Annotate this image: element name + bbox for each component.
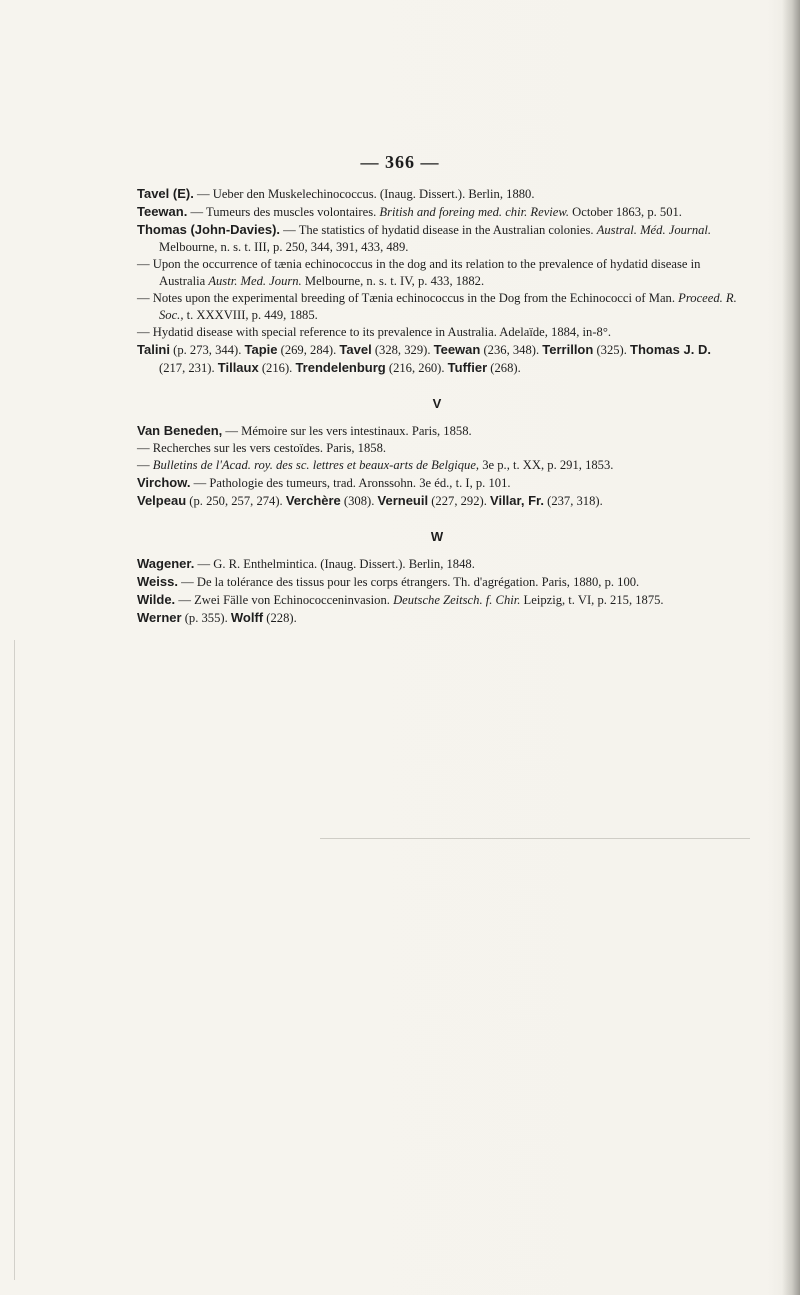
page-refs: (227, 292). xyxy=(428,494,491,508)
entry-text: — Upon the occurrence of tænia echinococcus in the dog and its relation to the prevalence of hydatid disease in Australia xyxy=(137,257,701,288)
section-t xyxy=(137,185,737,377)
page-refs: (325). xyxy=(593,343,631,357)
author-name: Tavel xyxy=(339,342,372,357)
entry-text: — Tumeurs des muscles volontaires. xyxy=(187,205,380,219)
bibliography-entry xyxy=(137,555,737,573)
author-name: Velpeau xyxy=(137,493,187,508)
bibliography xyxy=(137,185,737,627)
bibliography-entry xyxy=(137,573,737,591)
author-name: Verchère xyxy=(285,493,341,508)
author-name: Tavel (E). xyxy=(137,186,194,201)
page-refs: (268). xyxy=(487,361,521,375)
author-name: Teewan. xyxy=(137,204,188,219)
author-name: Werner xyxy=(137,610,182,625)
author-name: Weiss. xyxy=(137,574,178,589)
author-name: Virchow. xyxy=(137,475,191,490)
entry-text: — G. R. Enthelmintica. (Inaug. Dissert.). Berlin, 1848. xyxy=(194,557,475,571)
journal-title: Deutsche Zeitsch. f. Chir. xyxy=(393,593,521,607)
entry-text: (p. 355). xyxy=(181,611,231,625)
entry-text: — Zwei Fälle von Echinococceninvasion. xyxy=(175,593,394,607)
page-refs: (236, 348). xyxy=(480,343,543,357)
entry-text: — Ueber den Muskelechinococcus. (Inaug. Dissert.). Berlin, 1880. xyxy=(193,187,535,201)
author-name: Thomas J. D. xyxy=(630,342,711,357)
author-name: Villar, Fr. xyxy=(490,493,544,508)
bibliography-entry xyxy=(137,440,737,457)
entry-text: — Pathologie des tumeurs, trad. Aronssohn. 3e éd., t. I, p. 101. xyxy=(190,476,511,490)
entry-text: — Hydatid disease with special reference to its prevalence in Australia. Adelaïde, 1884, in-8°. xyxy=(137,325,611,339)
bibliography-entry xyxy=(137,290,737,324)
bibliography-entry xyxy=(137,591,737,609)
entry-text: (p. 250, 257, 274). xyxy=(186,494,286,508)
entry-text: — The statistics of hydatid disease in the Australian colonies. xyxy=(280,223,597,237)
bibliography-entry xyxy=(137,474,737,492)
section-v xyxy=(137,422,737,510)
entry-details: 3e p., t. XX, p. 291, 1853. xyxy=(479,458,614,472)
entry-text: — Notes upon the experimental breeding of Tænia echinococcus in the Dog from the Echinococci of Man. xyxy=(137,291,679,305)
author-name: Verneuil xyxy=(377,493,429,508)
entry-details: t. XXXVIII, p. 449, 1885. xyxy=(183,308,318,322)
bibliography-entry xyxy=(137,324,737,341)
journal-title: Austr. Med. Journ. xyxy=(208,274,302,288)
author-name: Terrillon xyxy=(542,342,594,357)
journal-title: Bulletins de l'Acad. roy. des sc. lettres et beaux-arts de Belgique, xyxy=(152,458,480,472)
section-letter-w: W xyxy=(430,529,444,544)
page-edge-shadow xyxy=(782,0,800,1295)
entry-details: October 1863, p. 501. xyxy=(568,205,682,219)
author-name: Wolff xyxy=(230,610,264,625)
bibliography-entry xyxy=(137,203,737,221)
bibliography-entry xyxy=(137,221,737,256)
entry-text: (p. 273, 344). xyxy=(169,343,245,357)
bibliography-entry xyxy=(137,422,737,440)
author-name: Van Beneden, xyxy=(137,423,223,438)
bibliography-entry xyxy=(137,609,737,627)
page-refs: (216). xyxy=(258,361,296,375)
bottom-rule xyxy=(320,838,750,839)
author-name: Tapie xyxy=(244,342,278,357)
section-letter-v: V xyxy=(432,396,442,411)
entry-text: — De la tolérance des tissus pour les corps étrangers. Th. d'agrégation. Paris, 1880, p. 100. xyxy=(177,575,640,589)
author-name: Talini xyxy=(137,342,170,357)
entry-text: — Recherches sur les vers cestoïdes. Paris, 1858. xyxy=(137,441,387,455)
bibliography-entry xyxy=(137,256,737,290)
author-name: Wagener. xyxy=(137,556,195,571)
margin-line xyxy=(14,640,15,1280)
author-name: Trendelenburg xyxy=(295,360,386,375)
journal-title: British and foreing med. chir. Review. xyxy=(379,205,569,219)
author-name: Tuffier xyxy=(447,360,488,375)
page-refs: (216, 260). xyxy=(385,361,448,375)
entry-text: — Mémoire sur les vers intestinaux. Paris, 1858. xyxy=(222,424,472,438)
bibliography-entry xyxy=(137,185,737,203)
page-refs: (308). xyxy=(340,494,378,508)
entry-details: Melbourne, n. s. t. III, p. 250, 344, 391, 433, 489. xyxy=(159,240,409,254)
entry-text: — xyxy=(137,458,153,472)
entry-details: Leipzig, t. VI, p. 215, 1875. xyxy=(520,593,664,607)
page-number: — 366 — xyxy=(360,152,440,172)
author-name: Teewan xyxy=(433,342,481,357)
bibliography-entry xyxy=(137,457,737,474)
bibliography-entry xyxy=(137,492,737,510)
page-refs: (217, 231). xyxy=(159,361,218,375)
author-name: Thomas (John-Davies). xyxy=(137,222,281,237)
author-name: Wilde. xyxy=(137,592,176,607)
page-refs: (237, 318). xyxy=(543,494,603,508)
section-w xyxy=(137,555,737,627)
entry-details: Melbourne, n. s. t. IV, p. 433, 1882. xyxy=(301,274,485,288)
author-name: Tillaux xyxy=(217,360,259,375)
bibliography-entry xyxy=(137,341,737,377)
page-refs: (269, 284). xyxy=(277,343,340,357)
journal-title: Proceed. R. Soc., xyxy=(159,291,737,322)
page-refs: (328, 329). xyxy=(371,343,434,357)
page-refs: (228). xyxy=(263,611,297,625)
journal-title: Austral. Méd. Journal. xyxy=(596,223,712,237)
